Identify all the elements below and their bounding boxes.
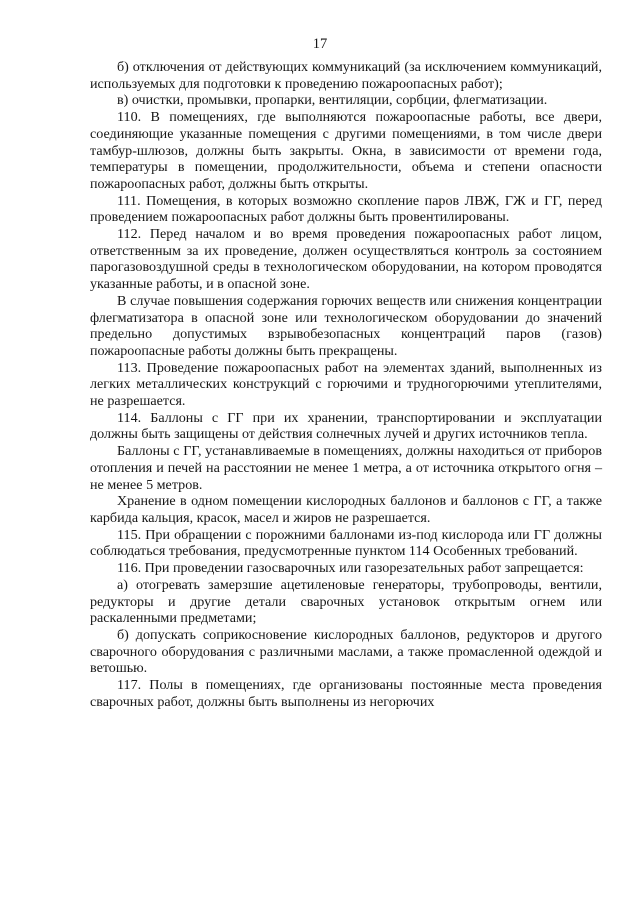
paragraph-117: 117. Полы в помещениях, где организованы постоянные места проведения сварочных работ, должны быть выполнены из негорючих — [90, 677, 602, 710]
page-number: 17 — [312, 36, 328, 52]
paragraph-116-b: б) допускать соприкосновение кислородных баллонов, редукторов и другого сварочного оборудования с различными маслами, а также промасленной одеждой и ветошью. — [90, 626, 602, 677]
paragraph-114-placement: Баллоны с ГГ, устанавливаемые в помещениях, должны находиться от приборов отопления и печей на расстоянии не менее 1 метра, а от источника открытого огня – не менее 5 метров. — [90, 443, 602, 493]
paragraph-111: 111. Помещения, в которых возможно скопление паров ЛВЖ, ГЖ и ГГ, перед проведением пожароопасных работ должны быть провентилированы. — [90, 192, 602, 226]
paragraph-112-continued: В случае повышения содержания горючих веществ или снижения концентрации флегматизатора в опасной зоне или технологическом оборудовании до значений предельно допустимых взрывобезопасных концентраций паров (газов) пожароопасные работы должны быть прекращены. — [90, 292, 602, 359]
paragraph-b-disconnect: б) отключения от действующих коммуникаций (за исключением коммуникаций, используемых для подготовки к проведению пожароопасных работ); — [90, 59, 602, 92]
document-body — [90, 59, 602, 710]
paragraph-115: 115. При обращении с порожними баллонами из-под кислорода или ГГ должны соблюдаться требования, предусмотренные пунктом 114 Особенных требований. — [90, 526, 602, 560]
paragraph-116-a: а) отогревать замерзшие ацетиленовые генераторы, трубопроводы, вентили, редукторы и другие детали сварочных установок открытым огнем или раскаленными предметами; — [90, 576, 602, 627]
paragraph-113: 113. Проведение пожароопасных работ на элементах зданий, выполненных из легких металлических конструкций с горючими и трудногорючими утеплителями, не разрешается. — [90, 359, 602, 410]
paragraph-114: 114. Баллоны с ГГ при их хранении, транспортировании и эксплуатации должны быть защищены от действия солнечных лучей и других источников тепла. — [90, 409, 602, 443]
paragraph-114-storage: Хранение в одном помещении кислородных баллонов и баллонов с ГГ, а также карбида кальция, красок, масел и жиров не разрешается. — [90, 493, 602, 526]
paragraph-110: 110. В помещениях, где выполняются пожароопасные работы, все двери, соединяющие указанные помещения с другими помещениями, в том числе двери тамбур-шлюзов, должны быть закрыты. Окна, в зависимости от времени года, температуры в помещении, продолжительности, объема и степени опасности пожароопасных работ, должны быть открыты. — [90, 109, 602, 192]
paragraph-112: 112. Перед началом и во время проведения пожароопасных работ лицом, ответственным за их проведение, должен осуществляться контроль за состоянием парогазовоздушной среды в технологическом оборудовании, на котором проводятся указанные работы, и в опасной зоне. — [90, 226, 602, 293]
paragraph-v-cleaning: в) очистки, промывки, пропарки, вентиляции, сорбции, флегматизации. — [117, 92, 548, 109]
paragraph-116: 116. При проведении газосварочных или газорезательных работ запрещается: — [117, 560, 584, 577]
